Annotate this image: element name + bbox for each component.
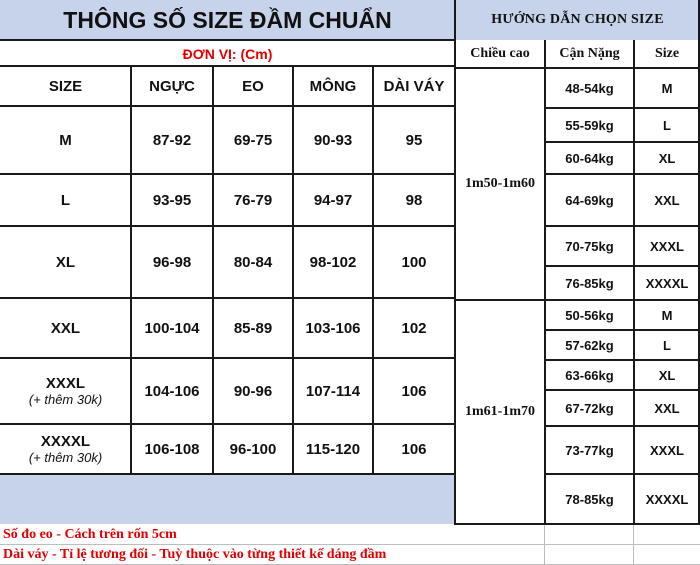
nguc-cell: 100-104 [144, 319, 200, 337]
height-range-2: 1m61-1m70 [465, 404, 535, 419]
grid-line [0, 225, 455, 227]
weight-cell: 60-64kg [565, 150, 614, 166]
size-label: XXXL [45, 375, 86, 392]
weight-cell: 63-66kg [565, 367, 614, 383]
grid-line [545, 107, 700, 109]
weight-cell: 48-54kg [565, 80, 614, 96]
grid-line [545, 359, 700, 361]
weight-cell: 76-85kg [565, 275, 614, 291]
guide-size-cell: XXL [654, 192, 680, 208]
grid-line [545, 265, 700, 267]
grid-line [0, 297, 455, 299]
mong-cell: 107-114 [305, 382, 361, 400]
weight-cell: 78-85kg [565, 491, 614, 507]
footer-grid-line [0, 544, 700, 545]
grid-line [0, 65, 455, 67]
footer-grid-line [544, 525, 545, 565]
guide-size-cell: XXXXL [645, 491, 689, 507]
weight-cell: 64-69kg [565, 192, 614, 208]
grid-line [545, 425, 700, 427]
header-weight: Cận Nặng [559, 46, 620, 61]
header-mong: MÔNG [309, 77, 357, 95]
guide-size-cell: XXL [654, 400, 680, 416]
nguc-cell: 87-92 [152, 131, 192, 149]
grid-line [372, 66, 374, 474]
grid-line [455, 67, 700, 69]
size-cell: L [60, 191, 71, 209]
grid-line [544, 40, 546, 524]
weight-cell: 57-62kg [565, 337, 614, 353]
weight-cell: 50-56kg [565, 307, 614, 323]
dai-vay-cell: 100 [401, 253, 427, 271]
grid-line [633, 40, 635, 524]
eo-cell: 96-100 [229, 440, 277, 458]
grid-line [545, 173, 700, 175]
size-cell [0, 424, 131, 474]
size-cell [0, 358, 131, 424]
header-eo: EO [242, 77, 264, 95]
grid-line [454, 0, 456, 525]
mong-cell: 98-102 [309, 253, 357, 271]
left-footer-band [0, 474, 455, 524]
dai-vay-cell: 95 [405, 131, 423, 149]
grid-line [130, 66, 132, 474]
guide-size-cell: XXXL [650, 442, 684, 458]
size-surcharge-note: (+ thêm 30k) [28, 450, 103, 465]
guide-size-cell: XXXL [650, 238, 684, 254]
footer-grid-line [633, 525, 634, 565]
nguc-cell: 104-106 [144, 382, 200, 400]
unit-label: ĐƠN VỊ: (Cm) [182, 45, 273, 62]
grid-line [545, 141, 700, 143]
eo-cell: 90-96 [233, 382, 273, 400]
guide-size-cell: M [661, 307, 673, 323]
grid-line [455, 523, 700, 525]
header-dai-vay: DÀI VÁY [383, 77, 445, 95]
nguc-cell: 93-95 [152, 191, 192, 209]
weight-cell: 55-59kg [565, 117, 614, 133]
grid-line [455, 299, 700, 301]
grid-line [0, 473, 455, 475]
header-size: SIZE [48, 77, 83, 95]
size-surcharge-note: (+ thêm 30k) [28, 392, 103, 407]
dai-vay-cell: 106 [401, 440, 427, 458]
header-nguc: NGỰC [149, 77, 195, 95]
guide-size-cell: XXXXL [645, 275, 689, 291]
height-range-1: 1m50-1m60 [465, 176, 535, 191]
grid-line [545, 389, 700, 391]
size-cell: M [59, 131, 72, 149]
nguc-cell: 96-98 [152, 253, 192, 271]
eo-cell: 69-75 [233, 131, 273, 149]
grid-line [545, 225, 700, 227]
weight-cell: 67-72kg [565, 400, 614, 416]
mong-cell: 94-97 [313, 191, 353, 209]
dai-vay-cell: 106 [401, 382, 427, 400]
header-height: Chiều cao [470, 46, 530, 61]
guide-size-cell: M [661, 80, 673, 96]
size-chart-title: THÔNG SỐ SIZE ĐẦM CHUẨN [63, 6, 392, 33]
size-guide-title: HƯỚNG DẪN CHỌN SIZE [491, 12, 664, 27]
weight-cell: 70-75kg [565, 238, 614, 254]
mong-cell: 90-93 [313, 131, 353, 149]
length-note: Dài váy - Tỉ lệ tương đối - Tuỳ thuộc vào từng thiết kế dáng đầm [3, 547, 387, 562]
grid-line [0, 39, 455, 41]
size-cell: XXL [50, 319, 81, 337]
grid-line [212, 66, 214, 474]
eo-cell: 76-79 [233, 191, 273, 209]
dai-vay-cell: 98 [405, 191, 423, 209]
size-cell: XL [55, 253, 76, 271]
nguc-cell: 106-108 [144, 440, 200, 458]
grid-line [0, 173, 455, 175]
header-size: Size [654, 46, 680, 61]
guide-size-cell: L [663, 117, 671, 133]
size-label: XXXXL [40, 433, 91, 450]
eo-cell: 85-89 [233, 319, 273, 337]
guide-size-cell: XL [658, 150, 676, 166]
grid-line [0, 105, 455, 107]
mong-cell: 115-120 [305, 440, 361, 458]
dai-vay-cell: 102 [401, 319, 427, 337]
guide-size-cell: L [663, 337, 671, 353]
grid-line [292, 66, 294, 474]
grid-line [0, 357, 455, 359]
mong-cell: 103-106 [305, 319, 361, 337]
guide-size-cell: XL [658, 367, 676, 383]
waist-note: Số đo eo - Cách trên rốn 5cm [3, 527, 177, 542]
grid-line [0, 423, 455, 425]
grid-line [545, 473, 700, 475]
grid-line [545, 329, 700, 331]
eo-cell: 80-84 [233, 253, 273, 271]
weight-cell: 73-77kg [565, 442, 614, 458]
